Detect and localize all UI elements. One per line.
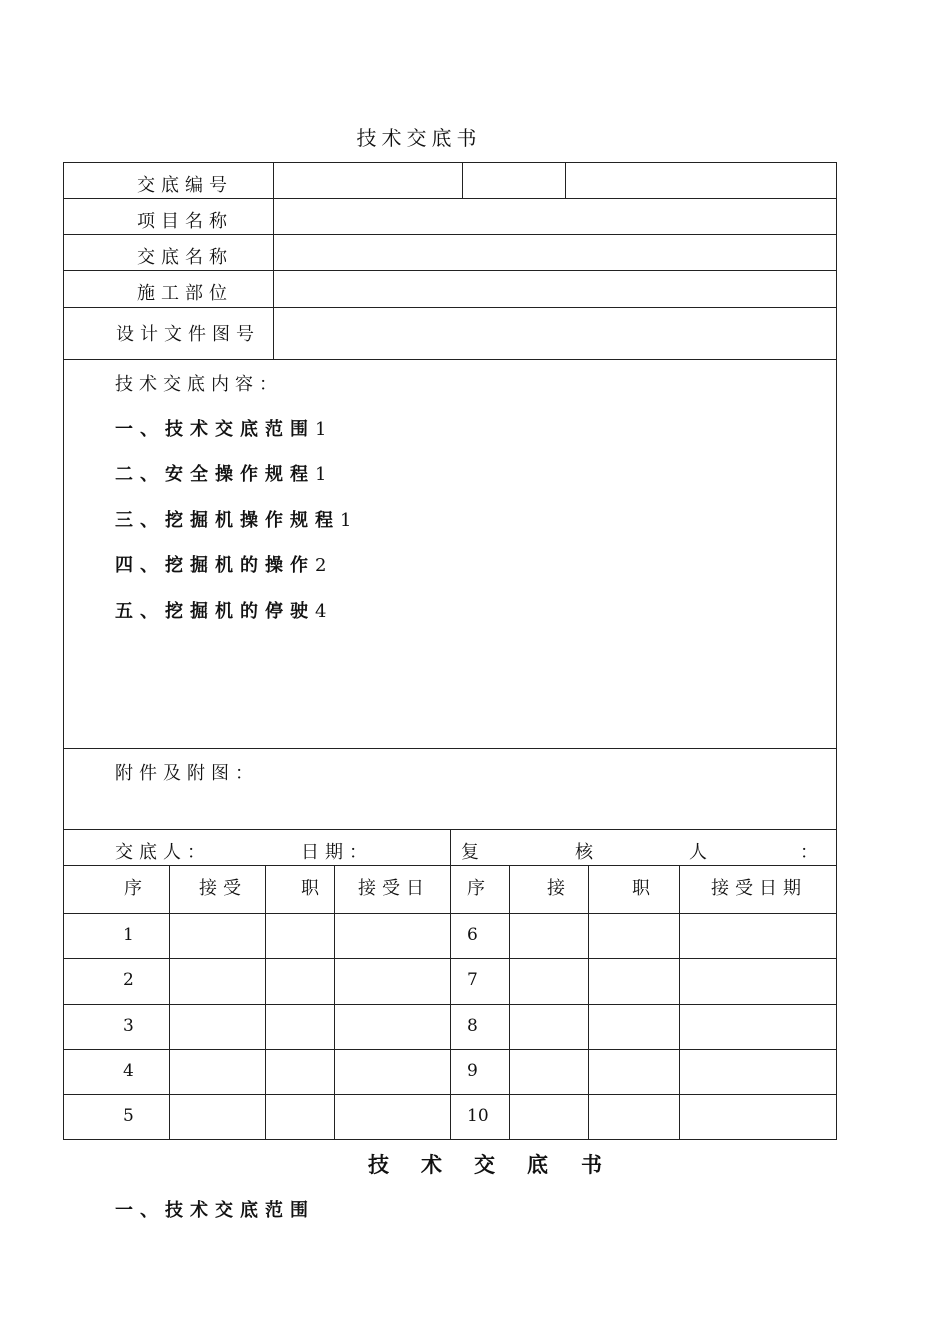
seq-number: 8	[467, 1016, 478, 1036]
section-title-char: 技	[368, 1152, 389, 1177]
seq-number: 6	[467, 925, 478, 945]
toc-item-page: 1	[315, 464, 327, 485]
header-seq-2: 序	[467, 878, 485, 899]
reviewer-label-char: 核	[575, 842, 593, 863]
drawing-number-value-cell[interactable]	[274, 308, 836, 359]
toc-item[interactable]	[115, 506, 351, 532]
header-seq: 序	[124, 878, 142, 899]
document-title: 技术交底书	[356, 126, 482, 150]
toc-item[interactable]	[115, 597, 326, 623]
toc-item-title: 三、挖掘机操作规程	[115, 510, 340, 531]
toc-item-page: 4	[315, 601, 327, 622]
header-position-2: 职	[632, 878, 650, 899]
toc-item-title: 二、安全操作规程	[115, 464, 315, 485]
attachments-label: 附件及附图：	[115, 763, 259, 784]
header-receive-2: 接	[547, 878, 565, 899]
seq-number: 5	[123, 1106, 134, 1126]
reviewer-label-char: 复	[461, 842, 479, 863]
code-value-cell[interactable]	[274, 163, 462, 198]
code-extra-cell[interactable]	[463, 163, 565, 198]
header-receive: 接受	[199, 878, 247, 899]
location-label: 施工部位	[137, 283, 233, 304]
content-label: 技术交底内容：	[115, 374, 283, 395]
code-extra-cell-2[interactable]	[566, 163, 836, 198]
section-title-char: 底	[527, 1152, 548, 1177]
toc-item-title: 四、挖掘机的操作	[115, 555, 315, 576]
toc-item[interactable]	[115, 551, 326, 577]
seq-number: 7	[467, 970, 478, 990]
reviewer-label-char: ：	[800, 842, 818, 863]
drawing-number-label: 设计文件图号	[116, 324, 260, 345]
header-receive-date-2: 接受日期	[711, 878, 807, 899]
project-value-cell[interactable]	[274, 199, 836, 234]
location-value-cell[interactable]	[274, 271, 836, 307]
disclosure-name-value-cell[interactable]	[274, 235, 836, 270]
toc-item[interactable]	[115, 460, 326, 486]
seq-number: 4	[123, 1061, 134, 1081]
toc-item-page: 1	[340, 510, 352, 531]
toc-item-page: 1	[315, 419, 327, 440]
project-label: 项目名称	[137, 211, 233, 232]
header-receive-date: 接受日	[358, 878, 430, 899]
section-heading: 一、技术交底范围	[115, 1200, 315, 1221]
section-title-char: 书	[581, 1152, 602, 1177]
date-label: 日期：	[301, 842, 373, 863]
disclosure-name-label: 交底名称	[137, 247, 233, 268]
seq-number: 2	[123, 970, 134, 990]
seq-number: 10	[467, 1106, 489, 1126]
seq-number: 9	[467, 1061, 478, 1081]
section-title-char: 交	[474, 1152, 495, 1177]
section-title-char: 术	[421, 1152, 442, 1177]
reviewer-label-char: 人	[689, 842, 707, 863]
seq-number: 1	[123, 925, 134, 945]
header-position: 职	[301, 878, 319, 899]
seq-number: 3	[123, 1016, 134, 1036]
presenter-label: 交底人：	[115, 842, 211, 863]
code-label: 交底编号	[137, 175, 233, 196]
toc-item-title: 一、技术交底范围	[115, 419, 315, 440]
toc-item-title: 五、挖掘机的停驶	[115, 601, 315, 622]
toc-item-page: 2	[315, 555, 327, 576]
toc-item[interactable]	[115, 415, 326, 441]
